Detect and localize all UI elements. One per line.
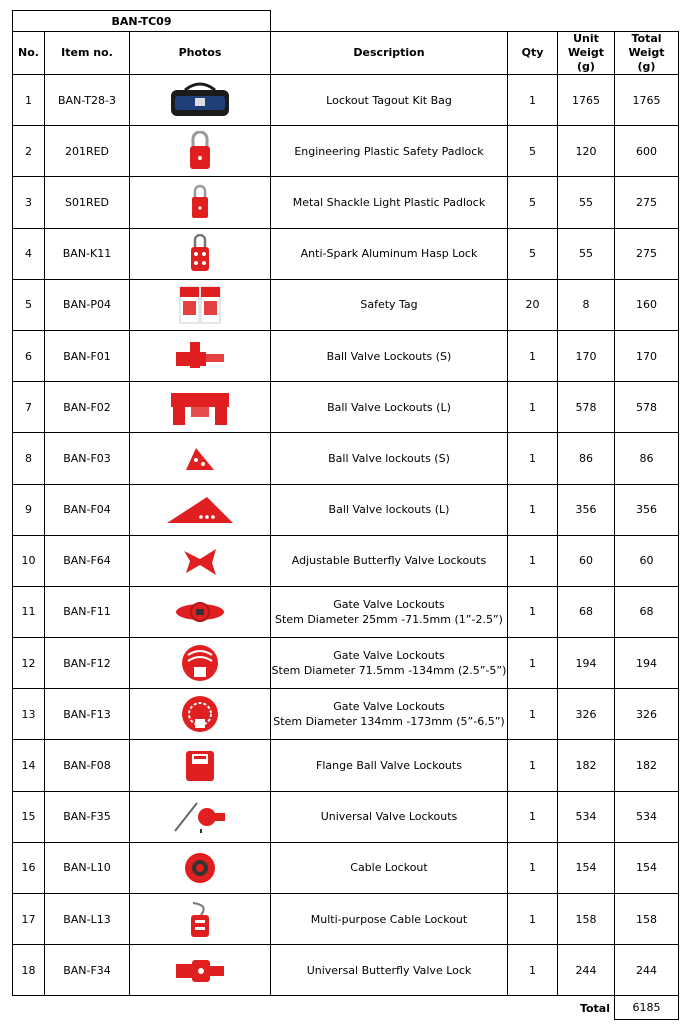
table-row <box>13 945 679 996</box>
unit-weight: 158 <box>558 894 615 945</box>
table-row <box>13 279 679 330</box>
row-number: 4 <box>13 228 45 279</box>
description-line-1: Ball Valve Lockouts (S) <box>326 349 452 363</box>
photo-cell <box>130 689 271 740</box>
description <box>271 842 508 893</box>
description-line-1: Ball Valve Lockouts (L) <box>327 400 451 414</box>
quantity: 1 <box>508 740 558 791</box>
unit-weight: 356 <box>558 484 615 535</box>
photo-cell <box>130 945 271 996</box>
cable-lockout-icon <box>130 850 270 886</box>
description-line-1: Ball Valve lockouts (S) <box>328 451 450 465</box>
unit-weight: 534 <box>558 791 615 842</box>
description <box>271 330 508 381</box>
ball-valve-lockout-icon <box>130 338 270 374</box>
description <box>271 740 508 791</box>
description <box>271 791 508 842</box>
row-number: 6 <box>13 330 45 381</box>
description-line-1: Gate Valve Lockouts <box>333 700 445 714</box>
description-line-1: Metal Shackle Light Plastic Padlock <box>292 195 486 209</box>
quantity: 1 <box>508 382 558 433</box>
hasp-lock-icon <box>130 234 270 274</box>
total-weight: 578 <box>615 382 679 433</box>
table-row <box>13 228 679 279</box>
photo-cell <box>130 382 271 433</box>
description <box>271 279 508 330</box>
total-weight: 1765 <box>615 75 679 126</box>
description <box>271 484 508 535</box>
unit-weight: 182 <box>558 740 615 791</box>
total-weight: 68 <box>615 586 679 637</box>
total-weight: 60 <box>615 535 679 586</box>
flange-lockout-icon <box>130 748 270 784</box>
total-weight: 244 <box>615 945 679 996</box>
item-number: S01RED <box>45 177 130 228</box>
description-line-1: Gate Valve Lockouts <box>333 649 445 663</box>
table-row <box>13 177 679 228</box>
header-description: Description <box>271 32 508 75</box>
small-padlock-icon <box>130 184 270 220</box>
row-number: 1 <box>13 75 45 126</box>
description-line-1: Gate Valve Lockouts <box>333 597 445 611</box>
ball-valve-lockout-large-icon <box>130 387 270 427</box>
quantity: 1 <box>508 689 558 740</box>
photo-cell <box>130 433 271 484</box>
quantity: 5 <box>508 228 558 279</box>
description-line-1: Anti-Spark Aluminum Hasp Lock <box>300 247 478 261</box>
photo-cell <box>130 586 271 637</box>
item-number: BAN-F02 <box>45 382 130 433</box>
total-weight: 194 <box>615 638 679 689</box>
total-weight: 600 <box>615 126 679 177</box>
total-weight: 326 <box>615 689 679 740</box>
table-row <box>13 75 679 126</box>
row-number: 12 <box>13 638 45 689</box>
kit-table <box>12 10 679 1020</box>
photo-cell <box>130 228 271 279</box>
total-weight: 356 <box>615 484 679 535</box>
header-photos: Photos <box>130 32 271 75</box>
description-line-1: Safety Tag <box>360 298 418 312</box>
total-value: 6185 <box>615 996 679 1020</box>
unit-weight: 170 <box>558 330 615 381</box>
header-qty: Qty <box>508 32 558 75</box>
row-number: 9 <box>13 484 45 535</box>
multipurpose-cable-lockout-icon <box>130 899 270 939</box>
photo-cell <box>130 842 271 893</box>
table-row <box>13 842 679 893</box>
butterfly-valve-lockout-icon <box>130 543 270 579</box>
total-weight: 170 <box>615 330 679 381</box>
total-weight: 158 <box>615 894 679 945</box>
wedge-lockout-small-icon <box>130 444 270 472</box>
quantity: 1 <box>508 894 558 945</box>
description <box>271 535 508 586</box>
header-no: No. <box>13 32 45 75</box>
description-line-2: Stem Diameter 71.5mm -134mm (2.5”-5”) <box>271 664 507 678</box>
item-number: BAN-F01 <box>45 330 130 381</box>
row-number: 8 <box>13 433 45 484</box>
unit-weight: 326 <box>558 689 615 740</box>
photo-cell <box>130 279 271 330</box>
table-row <box>13 433 679 484</box>
row-number: 13 <box>13 689 45 740</box>
row-number: 2 <box>13 126 45 177</box>
unit-weight: 194 <box>558 638 615 689</box>
item-number: BAN-F64 <box>45 535 130 586</box>
item-number: BAN-F35 <box>45 791 130 842</box>
description <box>271 894 508 945</box>
unit-weight: 55 <box>558 177 615 228</box>
item-number: BAN-L10 <box>45 842 130 893</box>
gate-valve-medium-icon <box>130 643 270 683</box>
description-line-1: Engineering Plastic Safety Padlock <box>294 144 484 158</box>
unit-weight: 244 <box>558 945 615 996</box>
unit-weight: 154 <box>558 842 615 893</box>
quantity: 20 <box>508 279 558 330</box>
description <box>271 75 508 126</box>
safety-tag-icon <box>130 285 270 325</box>
table-row <box>13 740 679 791</box>
table-row <box>13 638 679 689</box>
description-line-1: Ball Valve lockouts (L) <box>328 503 450 517</box>
description <box>271 177 508 228</box>
row-number: 17 <box>13 894 45 945</box>
description <box>271 638 508 689</box>
quantity: 1 <box>508 535 558 586</box>
butterfly-valve-lock-icon <box>130 952 270 988</box>
description-line-1: Adjustable Butterfly Valve Lockouts <box>291 554 487 568</box>
table-row <box>13 586 679 637</box>
unit-weight: 55 <box>558 228 615 279</box>
table-row <box>13 330 679 381</box>
quantity: 1 <box>508 638 558 689</box>
table-row <box>13 689 679 740</box>
item-number: 201RED <box>45 126 130 177</box>
photo-cell <box>130 75 271 126</box>
item-number: BAN-T28-3 <box>45 75 130 126</box>
header-total-weight: Total Weigt (g) <box>615 32 679 75</box>
quantity: 1 <box>508 791 558 842</box>
row-number: 18 <box>13 945 45 996</box>
item-number: BAN-F12 <box>45 638 130 689</box>
total-row <box>13 996 679 1020</box>
item-number: BAN-F11 <box>45 586 130 637</box>
unit-weight: 120 <box>558 126 615 177</box>
photo-cell <box>130 740 271 791</box>
total-weight: 154 <box>615 842 679 893</box>
total-weight: 534 <box>615 791 679 842</box>
gate-valve-large-icon <box>130 694 270 734</box>
description-line-2: Stem Diameter 25mm -71.5mm (1”-2.5”) <box>275 612 503 626</box>
photo-cell <box>130 126 271 177</box>
quantity: 1 <box>508 75 558 126</box>
header-row <box>13 32 679 75</box>
description-line-1: Universal Butterfly Valve Lock <box>306 963 472 977</box>
row-number: 14 <box>13 740 45 791</box>
photo-cell <box>130 177 271 228</box>
unit-weight: 68 <box>558 586 615 637</box>
quantity: 1 <box>508 842 558 893</box>
row-number: 11 <box>13 586 45 637</box>
item-number: BAN-L13 <box>45 894 130 945</box>
photo-cell <box>130 894 271 945</box>
item-number: BAN-P04 <box>45 279 130 330</box>
item-number: BAN-F04 <box>45 484 130 535</box>
description-line-1: Flange Ball Valve Lockouts <box>316 759 462 773</box>
table-row <box>13 894 679 945</box>
description-line-1: Universal Valve Lockouts <box>320 810 458 824</box>
header-unit-weight: Unit Weigt (g) <box>558 32 615 75</box>
total-weight: 160 <box>615 279 679 330</box>
row-number: 7 <box>13 382 45 433</box>
header-item: Item no. <box>45 32 130 75</box>
description <box>271 689 508 740</box>
photo-cell <box>130 638 271 689</box>
unit-weight: 8 <box>558 279 615 330</box>
quantity: 1 <box>508 433 558 484</box>
quantity: 5 <box>508 126 558 177</box>
gate-valve-small-icon <box>130 598 270 626</box>
table-row <box>13 535 679 586</box>
description <box>271 382 508 433</box>
unit-weight: 60 <box>558 535 615 586</box>
quantity: 1 <box>508 484 558 535</box>
item-number: BAN-K11 <box>45 228 130 279</box>
unit-weight: 86 <box>558 433 615 484</box>
total-weight: 86 <box>615 433 679 484</box>
description-line-1: Multi-purpose Cable Lockout <box>310 912 468 926</box>
row-number: 15 <box>13 791 45 842</box>
quantity: 5 <box>508 177 558 228</box>
row-number: 5 <box>13 279 45 330</box>
unit-weight: 1765 <box>558 75 615 126</box>
description-line-2: Stem Diameter 134mm -173mm (5”-6.5”) <box>273 715 505 729</box>
packing-list <box>12 10 679 1020</box>
universal-valve-lockout-icon <box>130 799 270 835</box>
description-line-1: Lockout Tagout Kit Bag <box>326 93 452 107</box>
total-weight: 275 <box>615 177 679 228</box>
padlock-icon <box>130 131 270 171</box>
item-number: BAN-F34 <box>45 945 130 996</box>
description <box>271 126 508 177</box>
item-number: BAN-F08 <box>45 740 130 791</box>
table-row <box>13 484 679 535</box>
unit-weight: 578 <box>558 382 615 433</box>
photo-cell <box>130 535 271 586</box>
photo-cell <box>130 791 271 842</box>
table-row <box>13 382 679 433</box>
item-number: BAN-F13 <box>45 689 130 740</box>
kit-title: BAN-TC09 <box>13 11 271 32</box>
total-weight: 182 <box>615 740 679 791</box>
description <box>271 433 508 484</box>
description <box>271 945 508 996</box>
kit-bag-icon <box>130 80 270 120</box>
item-number: BAN-F03 <box>45 433 130 484</box>
total-label: Total <box>579 1001 610 1015</box>
photo-cell <box>130 484 271 535</box>
quantity: 1 <box>508 586 558 637</box>
photo-cell <box>130 330 271 381</box>
row-number: 3 <box>13 177 45 228</box>
table-row <box>13 126 679 177</box>
description <box>271 228 508 279</box>
table-row <box>13 791 679 842</box>
row-number: 10 <box>13 535 45 586</box>
quantity: 1 <box>508 945 558 996</box>
total-weight: 275 <box>615 228 679 279</box>
description-line-1: Cable Lockout <box>350 861 428 875</box>
quantity: 1 <box>508 330 558 381</box>
row-number: 16 <box>13 842 45 893</box>
wedge-lockout-large-icon <box>130 495 270 525</box>
description <box>271 586 508 637</box>
